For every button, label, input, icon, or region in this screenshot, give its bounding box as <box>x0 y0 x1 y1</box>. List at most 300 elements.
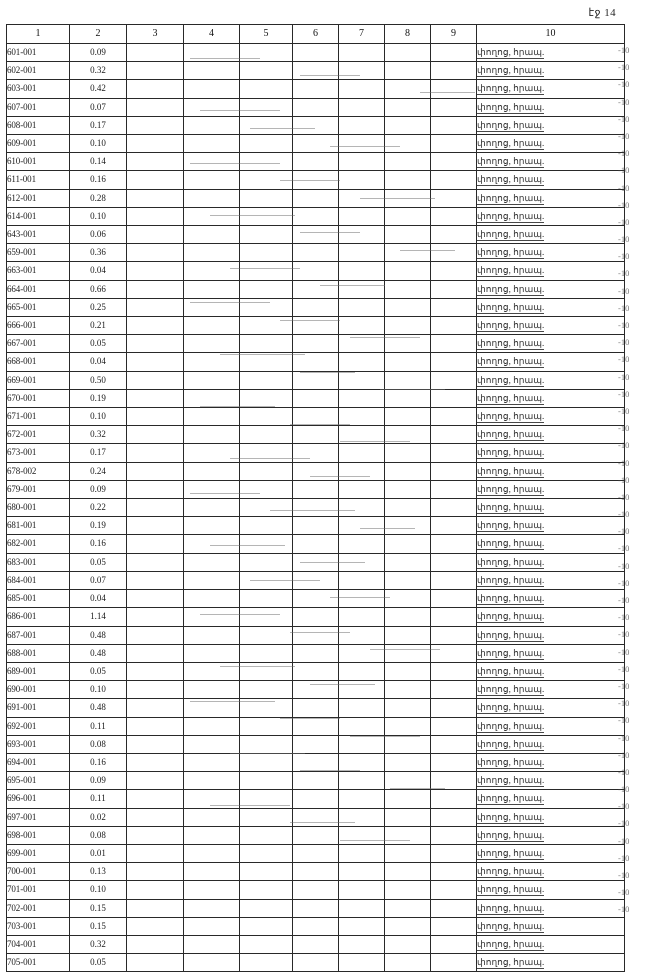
cell-empty-3 <box>127 590 184 608</box>
cell-empty-3 <box>127 826 184 844</box>
cell-empty-7 <box>339 935 385 953</box>
cell-empty-7 <box>339 207 385 225</box>
cell-note-text: փողոց, հրապ. <box>477 629 545 640</box>
cell-code: 696-001 <box>7 790 70 808</box>
cell-empty-6 <box>293 608 339 626</box>
margin-mark: -10 <box>618 440 630 451</box>
cell-empty-7 <box>339 389 385 407</box>
cell-note-text: փողոց, հրապ. <box>477 174 545 185</box>
cell-code: 673-001 <box>7 444 70 462</box>
cell-code: 601-001 <box>7 44 70 62</box>
table-row <box>7 590 625 608</box>
cell-empty-7 <box>339 608 385 626</box>
margin-mark: -10 <box>618 182 630 193</box>
cell-value: 0.48 <box>70 699 127 717</box>
cell-value: 0.04 <box>70 262 127 280</box>
cell-empty-9 <box>431 899 477 917</box>
cell-empty-8 <box>385 590 431 608</box>
scan-artifact <box>190 58 260 59</box>
margin-mark: -10 <box>618 113 630 124</box>
cell-code: 666-001 <box>7 317 70 335</box>
cell-empty-4 <box>184 735 240 753</box>
cell-empty-4 <box>184 353 240 371</box>
cell-note <box>477 244 625 262</box>
cell-empty-9 <box>431 954 477 972</box>
cell-note <box>477 790 625 808</box>
scan-artifact <box>220 666 295 667</box>
table-row <box>7 371 625 389</box>
cell-value: 0.08 <box>70 826 127 844</box>
cell-note-text: փողոց, հրապ. <box>477 884 545 895</box>
cell-empty-8 <box>385 244 431 262</box>
cell-empty-9 <box>431 171 477 189</box>
margin-mark: -10 <box>618 870 630 880</box>
cell-empty-8 <box>385 662 431 680</box>
cell-empty-5 <box>240 189 293 207</box>
table-row <box>7 44 625 62</box>
cell-empty-9 <box>431 644 477 662</box>
cell-empty-9 <box>431 116 477 134</box>
cell-empty-9 <box>431 462 477 480</box>
margin-mark: -10 <box>618 629 630 640</box>
scan-artifact <box>200 406 275 407</box>
cell-empty-7 <box>339 717 385 735</box>
cell-empty-3 <box>127 207 184 225</box>
cell-value: 0.05 <box>70 335 127 353</box>
cell-empty-8 <box>385 608 431 626</box>
cell-empty-3 <box>127 280 184 298</box>
cell-empty-4 <box>184 171 240 189</box>
cell-empty-3 <box>127 899 184 917</box>
cell-empty-3 <box>127 935 184 953</box>
cell-code: 697-001 <box>7 808 70 826</box>
cell-value: 0.09 <box>70 772 127 790</box>
cell-empty-8 <box>385 517 431 535</box>
cell-empty-9 <box>431 80 477 98</box>
cell-empty-7 <box>339 244 385 262</box>
table-row <box>7 480 625 498</box>
cell-code: 683-001 <box>7 553 70 571</box>
cell-empty-8 <box>385 863 431 881</box>
margin-mark: -10 <box>618 388 630 399</box>
scan-artifact <box>300 372 355 373</box>
table-row <box>7 662 625 680</box>
cell-note <box>477 844 625 862</box>
cell-note-text: փողոց, հրապ. <box>477 920 545 931</box>
cell-note <box>477 226 625 244</box>
cell-code: 688-001 <box>7 644 70 662</box>
cell-empty-4 <box>184 189 240 207</box>
cell-value: 0.48 <box>70 644 127 662</box>
table-row <box>7 881 625 899</box>
cell-empty-6 <box>293 189 339 207</box>
cell-empty-3 <box>127 954 184 972</box>
cell-note-text: փողոց, հրապ. <box>477 265 545 276</box>
cell-empty-5 <box>240 244 293 262</box>
cell-note-text: փողոց, հրապ. <box>477 811 545 822</box>
cell-code: 672-001 <box>7 426 70 444</box>
scan-artifact <box>280 718 340 719</box>
cell-empty-3 <box>127 353 184 371</box>
cell-empty-3 <box>127 717 184 735</box>
table-row <box>7 298 625 316</box>
cell-note <box>477 389 625 407</box>
scan-artifact <box>190 163 280 164</box>
cell-value: 0.06 <box>70 226 127 244</box>
table-row <box>7 462 625 480</box>
cell-empty-4 <box>184 608 240 626</box>
margin-mark: -10 <box>618 577 630 588</box>
table-row <box>7 954 625 972</box>
cell-empty-3 <box>127 189 184 207</box>
cell-empty-7 <box>339 298 385 316</box>
cell-empty-9 <box>431 226 477 244</box>
cell-empty-9 <box>431 935 477 953</box>
cell-value: 0.19 <box>70 517 127 535</box>
scan-artifact <box>210 215 295 216</box>
cell-empty-5 <box>240 280 293 298</box>
cell-empty-8 <box>385 954 431 972</box>
cell-code: 671-001 <box>7 408 70 426</box>
cell-empty-8 <box>385 171 431 189</box>
cell-empty-8 <box>385 499 431 517</box>
cell-empty-9 <box>431 590 477 608</box>
cell-empty-9 <box>431 444 477 462</box>
cell-empty-6 <box>293 262 339 280</box>
cell-empty-6 <box>293 426 339 444</box>
cell-empty-4 <box>184 116 240 134</box>
column-header-2: 2 <box>70 25 127 44</box>
cell-empty-9 <box>431 753 477 771</box>
scan-artifact <box>300 75 360 76</box>
table-row <box>7 499 625 517</box>
cell-empty-3 <box>127 608 184 626</box>
cell-code: 693-001 <box>7 735 70 753</box>
cell-empty-8 <box>385 207 431 225</box>
cell-empty-3 <box>127 153 184 171</box>
table-row <box>7 772 625 790</box>
cell-note-text: փողոց, հրապ. <box>477 574 545 585</box>
cell-value: 0.25 <box>70 298 127 316</box>
data-table <box>6 24 625 972</box>
cell-empty-8 <box>385 480 431 498</box>
cell-note-text: փողոց, հրապ. <box>477 429 545 440</box>
cell-empty-5 <box>240 772 293 790</box>
cell-note-text: փողոց, հրապ. <box>477 465 545 476</box>
cell-note-text: փողոց, հրապ. <box>477 738 545 749</box>
cell-empty-8 <box>385 371 431 389</box>
cell-code: 687-001 <box>7 626 70 644</box>
cell-empty-3 <box>127 499 184 517</box>
cell-empty-6 <box>293 717 339 735</box>
cell-empty-3 <box>127 790 184 808</box>
cell-empty-4 <box>184 644 240 662</box>
cell-empty-5 <box>240 389 293 407</box>
cell-empty-4 <box>184 262 240 280</box>
cell-empty-7 <box>339 499 385 517</box>
table-row <box>7 189 625 207</box>
cell-note-text: փողոց, հրապ. <box>477 392 545 403</box>
table-row <box>7 62 625 80</box>
cell-empty-5 <box>240 517 293 535</box>
cell-empty-3 <box>127 116 184 134</box>
cell-note-text: փողոց, հրապ. <box>477 101 545 112</box>
cell-code: 681-001 <box>7 517 70 535</box>
cell-code: 602-001 <box>7 62 70 80</box>
cell-empty-9 <box>431 735 477 753</box>
table-row <box>7 717 625 735</box>
cell-code: 704-001 <box>7 935 70 953</box>
margin-mark: -10 <box>618 62 630 73</box>
cell-value: 0.09 <box>70 480 127 498</box>
margin-mark: -10 <box>618 749 630 760</box>
cell-empty-9 <box>431 353 477 371</box>
cell-empty-4 <box>184 499 240 517</box>
cell-note <box>477 444 625 462</box>
column-header-7: 7 <box>339 25 385 44</box>
cell-empty-5 <box>240 844 293 862</box>
cell-value: 0.32 <box>70 426 127 444</box>
cell-value: 0.05 <box>70 553 127 571</box>
table-row <box>7 116 625 134</box>
cell-empty-7 <box>339 899 385 917</box>
cell-note <box>477 954 625 972</box>
cell-empty-7 <box>339 480 385 498</box>
cell-empty-8 <box>385 826 431 844</box>
cell-empty-3 <box>127 298 184 316</box>
cell-empty-4 <box>184 135 240 153</box>
table-row <box>7 335 625 353</box>
cell-note <box>477 826 625 844</box>
cell-empty-8 <box>385 298 431 316</box>
cell-empty-9 <box>431 499 477 517</box>
cell-note-text: փողոց, հրապ. <box>477 338 545 349</box>
cell-note-text: փողոց, հրապ. <box>477 119 545 130</box>
cell-empty-4 <box>184 571 240 589</box>
cell-empty-9 <box>431 298 477 316</box>
scan-artifact <box>350 337 420 338</box>
cell-empty-6 <box>293 844 339 862</box>
cell-empty-5 <box>240 899 293 917</box>
cell-empty-7 <box>339 135 385 153</box>
cell-empty-4 <box>184 590 240 608</box>
margin-mark: -10 <box>618 474 630 485</box>
cell-note <box>477 480 625 498</box>
cell-code: 610-001 <box>7 153 70 171</box>
cell-empty-4 <box>184 335 240 353</box>
cell-note-text: փողոց, հրապ. <box>477 229 545 240</box>
cell-code: 686-001 <box>7 608 70 626</box>
cell-empty-8 <box>385 280 431 298</box>
cell-empty-6 <box>293 335 339 353</box>
cell-empty-6 <box>293 735 339 753</box>
cell-code: 692-001 <box>7 717 70 735</box>
cell-note <box>477 535 625 553</box>
cell-note-text: փողոց, հրապ. <box>477 301 545 312</box>
cell-empty-8 <box>385 444 431 462</box>
cell-empty-4 <box>184 863 240 881</box>
cell-empty-4 <box>184 917 240 935</box>
margin-mark: -10 <box>618 371 630 382</box>
scan-artifact <box>360 198 435 199</box>
table-row <box>7 389 625 407</box>
cell-empty-5 <box>240 426 293 444</box>
cell-code: 663-001 <box>7 262 70 280</box>
cell-note <box>477 62 625 80</box>
cell-note-text: փողոց, հրապ. <box>477 320 545 331</box>
cell-empty-8 <box>385 62 431 80</box>
cell-note-text: փողոց, հրապ. <box>477 138 545 149</box>
cell-value: 0.01 <box>70 844 127 862</box>
margin-mark: -10 <box>618 732 630 743</box>
margin-mark: -10 <box>618 852 630 863</box>
cell-empty-8 <box>385 735 431 753</box>
cell-code: 699-001 <box>7 844 70 862</box>
cell-empty-4 <box>184 317 240 335</box>
cell-note-text: փողոց, հրապ. <box>477 556 545 567</box>
cell-empty-9 <box>431 371 477 389</box>
cell-empty-3 <box>127 444 184 462</box>
cell-empty-5 <box>240 98 293 116</box>
cell-empty-7 <box>339 863 385 881</box>
cell-note <box>477 426 625 444</box>
scan-artifact <box>350 736 420 737</box>
cell-code: 705-001 <box>7 954 70 972</box>
scan-artifact <box>340 840 410 841</box>
cell-empty-7 <box>339 881 385 899</box>
cell-empty-5 <box>240 408 293 426</box>
cell-value: 0.07 <box>70 571 127 589</box>
cell-note <box>477 553 625 571</box>
table-row <box>7 98 625 116</box>
cell-empty-9 <box>431 844 477 862</box>
cell-empty-7 <box>339 62 385 80</box>
margin-mark: -10 <box>618 646 630 657</box>
scan-artifact <box>310 684 375 685</box>
column-header-1: 1 <box>7 25 70 44</box>
cell-empty-8 <box>385 353 431 371</box>
cell-code: 608-001 <box>7 116 70 134</box>
cell-empty-9 <box>431 317 477 335</box>
cell-note-text: փողոց, հրապ. <box>477 938 545 949</box>
scan-artifact <box>330 597 390 598</box>
cell-empty-7 <box>339 662 385 680</box>
cell-empty-7 <box>339 954 385 972</box>
cell-empty-8 <box>385 135 431 153</box>
cell-empty-7 <box>339 590 385 608</box>
cell-empty-9 <box>431 426 477 444</box>
cell-note-text: փողոց, հրապ. <box>477 483 545 494</box>
cell-code: 703-001 <box>7 917 70 935</box>
cell-value: 0.14 <box>70 153 127 171</box>
cell-empty-4 <box>184 244 240 262</box>
cell-code: 684-001 <box>7 571 70 589</box>
cell-empty-4 <box>184 426 240 444</box>
cell-empty-4 <box>184 207 240 225</box>
cell-empty-5 <box>240 917 293 935</box>
cell-empty-7 <box>339 826 385 844</box>
column-header-3: 3 <box>127 25 184 44</box>
cell-empty-3 <box>127 863 184 881</box>
cell-note-text: փողոց, հրապ. <box>477 247 545 258</box>
cell-empty-6 <box>293 153 339 171</box>
cell-empty-6 <box>293 881 339 899</box>
cell-value: 0.32 <box>70 62 127 80</box>
cell-empty-8 <box>385 462 431 480</box>
margin-mark: -10 <box>618 595 630 605</box>
cell-note-text: փողոց, հրապ. <box>477 356 545 367</box>
cell-empty-6 <box>293 535 339 553</box>
margin-mark: -10 <box>618 680 630 691</box>
cell-empty-3 <box>127 335 184 353</box>
cell-code: 659-001 <box>7 244 70 262</box>
cell-empty-3 <box>127 226 184 244</box>
cell-empty-9 <box>431 790 477 808</box>
cell-empty-7 <box>339 116 385 134</box>
scan-artifact <box>290 632 350 633</box>
cell-empty-9 <box>431 517 477 535</box>
margin-mark: -10 <box>618 509 630 520</box>
margin-mark: -10 <box>618 663 630 674</box>
cell-empty-3 <box>127 426 184 444</box>
cell-note <box>477 298 625 316</box>
cell-value: 0.13 <box>70 863 127 881</box>
cell-note <box>477 44 625 62</box>
cell-empty-5 <box>240 644 293 662</box>
cell-empty-9 <box>431 207 477 225</box>
cell-value: 0.32 <box>70 935 127 953</box>
cell-note <box>477 699 625 717</box>
cell-empty-5 <box>240 226 293 244</box>
table-row <box>7 844 625 862</box>
cell-note-text: փողոց, հրապ. <box>477 520 545 531</box>
cell-empty-6 <box>293 444 339 462</box>
table-row <box>7 917 625 935</box>
cell-empty-3 <box>127 98 184 116</box>
scan-artifact <box>400 250 455 251</box>
cell-code: 689-001 <box>7 662 70 680</box>
cell-note-text: փողոց, հրապ. <box>477 847 545 858</box>
cell-note <box>477 717 625 735</box>
cell-empty-5 <box>240 681 293 699</box>
cell-code: 612-001 <box>7 189 70 207</box>
margin-mark: -10 <box>618 251 630 262</box>
cell-empty-9 <box>431 98 477 116</box>
cell-empty-3 <box>127 135 184 153</box>
cell-empty-4 <box>184 626 240 644</box>
cell-empty-4 <box>184 280 240 298</box>
cell-empty-7 <box>339 699 385 717</box>
margin-mark: -10 <box>618 302 630 313</box>
scan-artifact <box>300 232 360 233</box>
margin-mark: -10 <box>618 199 630 210</box>
cell-empty-5 <box>240 808 293 826</box>
cell-note-text: փողոց, հրապ. <box>477 775 545 786</box>
margin-mark: -10 <box>618 904 630 915</box>
cell-note-text: փողոց, հրապ. <box>477 283 545 294</box>
cell-empty-3 <box>127 735 184 753</box>
cell-empty-6 <box>293 135 339 153</box>
cell-value: 0.04 <box>70 590 127 608</box>
cell-empty-3 <box>127 480 184 498</box>
cell-value: 0.36 <box>70 244 127 262</box>
cell-empty-6 <box>293 954 339 972</box>
scan-artifact <box>200 110 280 111</box>
margin-mark: -10 <box>618 766 630 777</box>
table-row <box>7 644 625 662</box>
cell-note <box>477 189 625 207</box>
cell-empty-5 <box>240 499 293 517</box>
